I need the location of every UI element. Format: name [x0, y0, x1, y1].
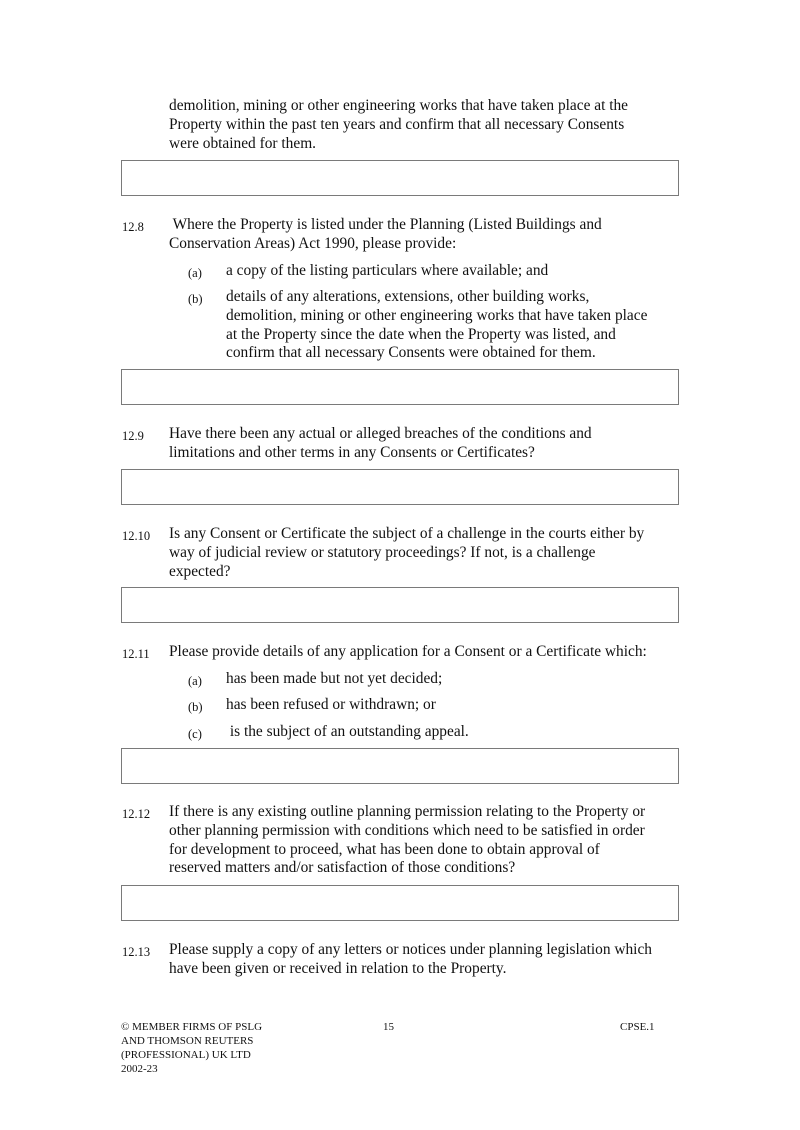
item-text-12-8-a: a copy of the listing particulars where available; and: [226, 262, 549, 279]
section-number-12-13: 12.13: [122, 945, 151, 959]
item-label-12-11-c: (c): [188, 727, 202, 741]
section-number-12-9: 12.9: [122, 429, 144, 443]
section-number-12-12: 12.12: [122, 807, 151, 821]
answer-box-12-11[interactable]: [121, 748, 679, 784]
answer-box-12-7[interactable]: [121, 160, 679, 196]
question-12-11: Please provide details of any application for a Consent or a Certificate which:: [169, 643, 647, 660]
item-label-12-11-a: (a): [188, 674, 202, 688]
section-number-12-10: 12.10: [122, 529, 151, 543]
item-text-12-11-b: has been refused or withdrawn; or: [226, 696, 436, 713]
item-text-12-11-c: is the subject of an outstanding appeal.: [226, 723, 469, 740]
item-label-12-11-b: (b): [188, 700, 203, 714]
question-12-8: Where the Property is listed under the Planning (Listed Buildings and Conservation Areas) Act 1990, please provide:: [169, 216, 602, 252]
answer-box-12-12[interactable]: [121, 885, 679, 921]
answer-box-12-8[interactable]: [121, 369, 679, 405]
answer-box-12-10[interactable]: [121, 587, 679, 623]
item-text-12-8-b: details of any alterations, extensions, other building works, demolition, mining or other engineering works that have taken place at the Property since the date when the Property was listed, and confirm that all necessary Consents were obtained for them.: [226, 288, 648, 362]
intro-paragraph: demolition, mining or other engineering works that have taken place at the Property within the past ten years and confirm that all necessary Consents were obtained for them.: [169, 97, 629, 152]
answer-box-12-9[interactable]: [121, 469, 679, 505]
item-label-12-8-b: (b): [188, 292, 203, 306]
footer-copyright: © MEMBER FIRMS OF PSLG AND THOMSON REUTERS (PROFESSIONAL) UK LTD 2002-23: [121, 1021, 263, 1075]
footer-page-number: 15: [383, 1021, 394, 1033]
section-number-12-8: 12.8: [122, 220, 144, 234]
question-12-12: If there is any existing outline planning permission relating to the Property or other planning permission with conditions which need to be satisfied in order for development to proceed, what has been done to obtain approval of reserved matters and/or satisfaction of those conditions?: [169, 803, 646, 877]
item-label-12-8-a: (a): [188, 266, 202, 280]
item-text-12-11-a: has been made but not yet decided;: [226, 670, 443, 687]
footer-doc-code: CPSE.1: [620, 1021, 655, 1033]
section-number-12-11: 12.11: [122, 647, 150, 661]
question-12-9: Have there been any actual or alleged breaches of the conditions and limitations and other terms in any Consents or Certificates?: [169, 425, 592, 461]
question-12-10: Is any Consent or Certificate the subject of a challenge in the courts either by way of judicial review or statutory proceedings? If not, is a challenge expected?: [169, 525, 645, 580]
question-12-13: Please supply a copy of any letters or notices under planning legislation which have been given or received in relation to the Property.: [169, 941, 652, 977]
